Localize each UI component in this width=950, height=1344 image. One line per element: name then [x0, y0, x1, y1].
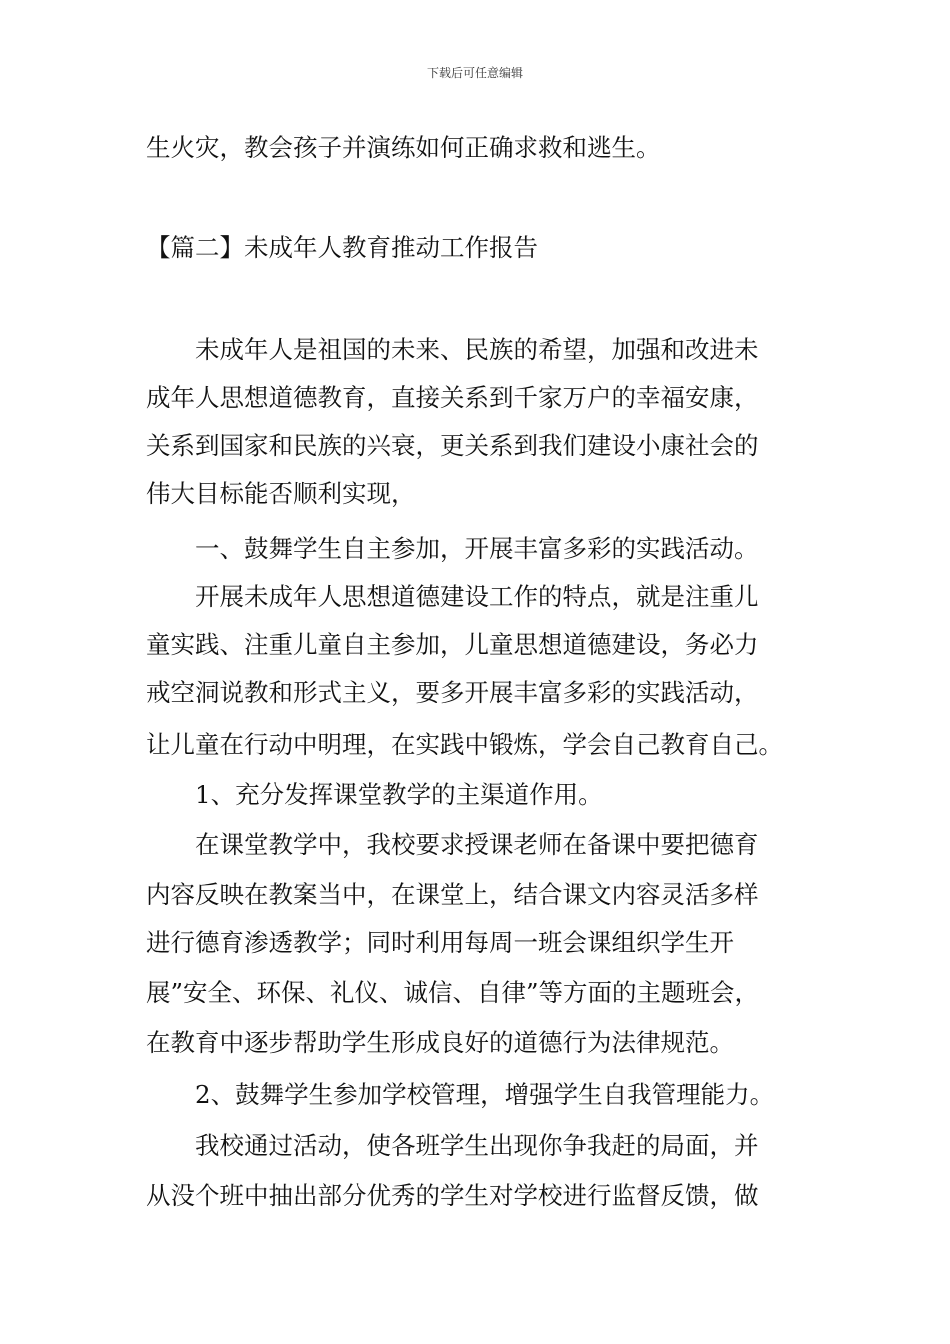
body-line: 开展未成年人思想道德建设工作的特点，就是注重儿	[146, 582, 759, 611]
subheading-line: 一、鼓舞学生自主参加，开展丰富多彩的实践活动。	[146, 534, 759, 563]
continuation-line: 生火灾，教会孩子并演练如何正确求救和逃生。	[146, 133, 661, 162]
body-line: 伟大目标能否顺利实现，	[146, 479, 416, 508]
body-line: 在课堂教学中，我校要求授课老师在备课中要把德育	[146, 830, 759, 859]
body-line: 我校通过活动，使各班学生出现你争我赶的局面，并	[146, 1131, 759, 1160]
subheading-line: 1、充分发挥课堂教学的主渠道作用。	[146, 780, 603, 809]
body-line: 在教育中逐步帮助学生形成良好的道德行为法律规范。	[146, 1028, 734, 1057]
subheading-line: 2、鼓舞学生参加学校管理，增强学生自我管理能力。	[146, 1080, 775, 1109]
body-line: 从没个班中抽出部分优秀的学生对学校进行监督反馈，做	[146, 1181, 759, 1210]
body-line: 戒空洞说教和形式主义，要多开展丰富多彩的实践活动，	[146, 678, 759, 707]
body-line: 成年人思想道德教育，直接关系到千家万户的幸福安康，	[146, 383, 759, 412]
body-line: 内容反映在教案当中，在课堂上，结合课文内容灵活多样	[146, 880, 759, 909]
section-heading: 【篇二】未成年人教育推动工作报告	[146, 233, 538, 262]
body-line: 进行德育渗透教学；同时利用每周一班会课组织学生开	[146, 928, 734, 957]
body-line: 童实践、注重儿童自主参加，儿童思想道德建设，务必力	[146, 630, 759, 659]
body-line: 关系到国家和民族的兴衰，更关系到我们建设小康社会的	[146, 431, 759, 460]
page-header-note: 下载后可任意编辑	[426, 66, 523, 80]
body-line: 让儿童在行动中明理，在实践中锻炼，学会自己教育自己。	[146, 730, 783, 759]
body-line: 未成年人是祖国的未来、民族的希望，加强和改进未	[146, 335, 759, 364]
body-line: 展”安全、环保、礼仪、诚信、自律”等方面的主题班会，	[146, 978, 760, 1007]
